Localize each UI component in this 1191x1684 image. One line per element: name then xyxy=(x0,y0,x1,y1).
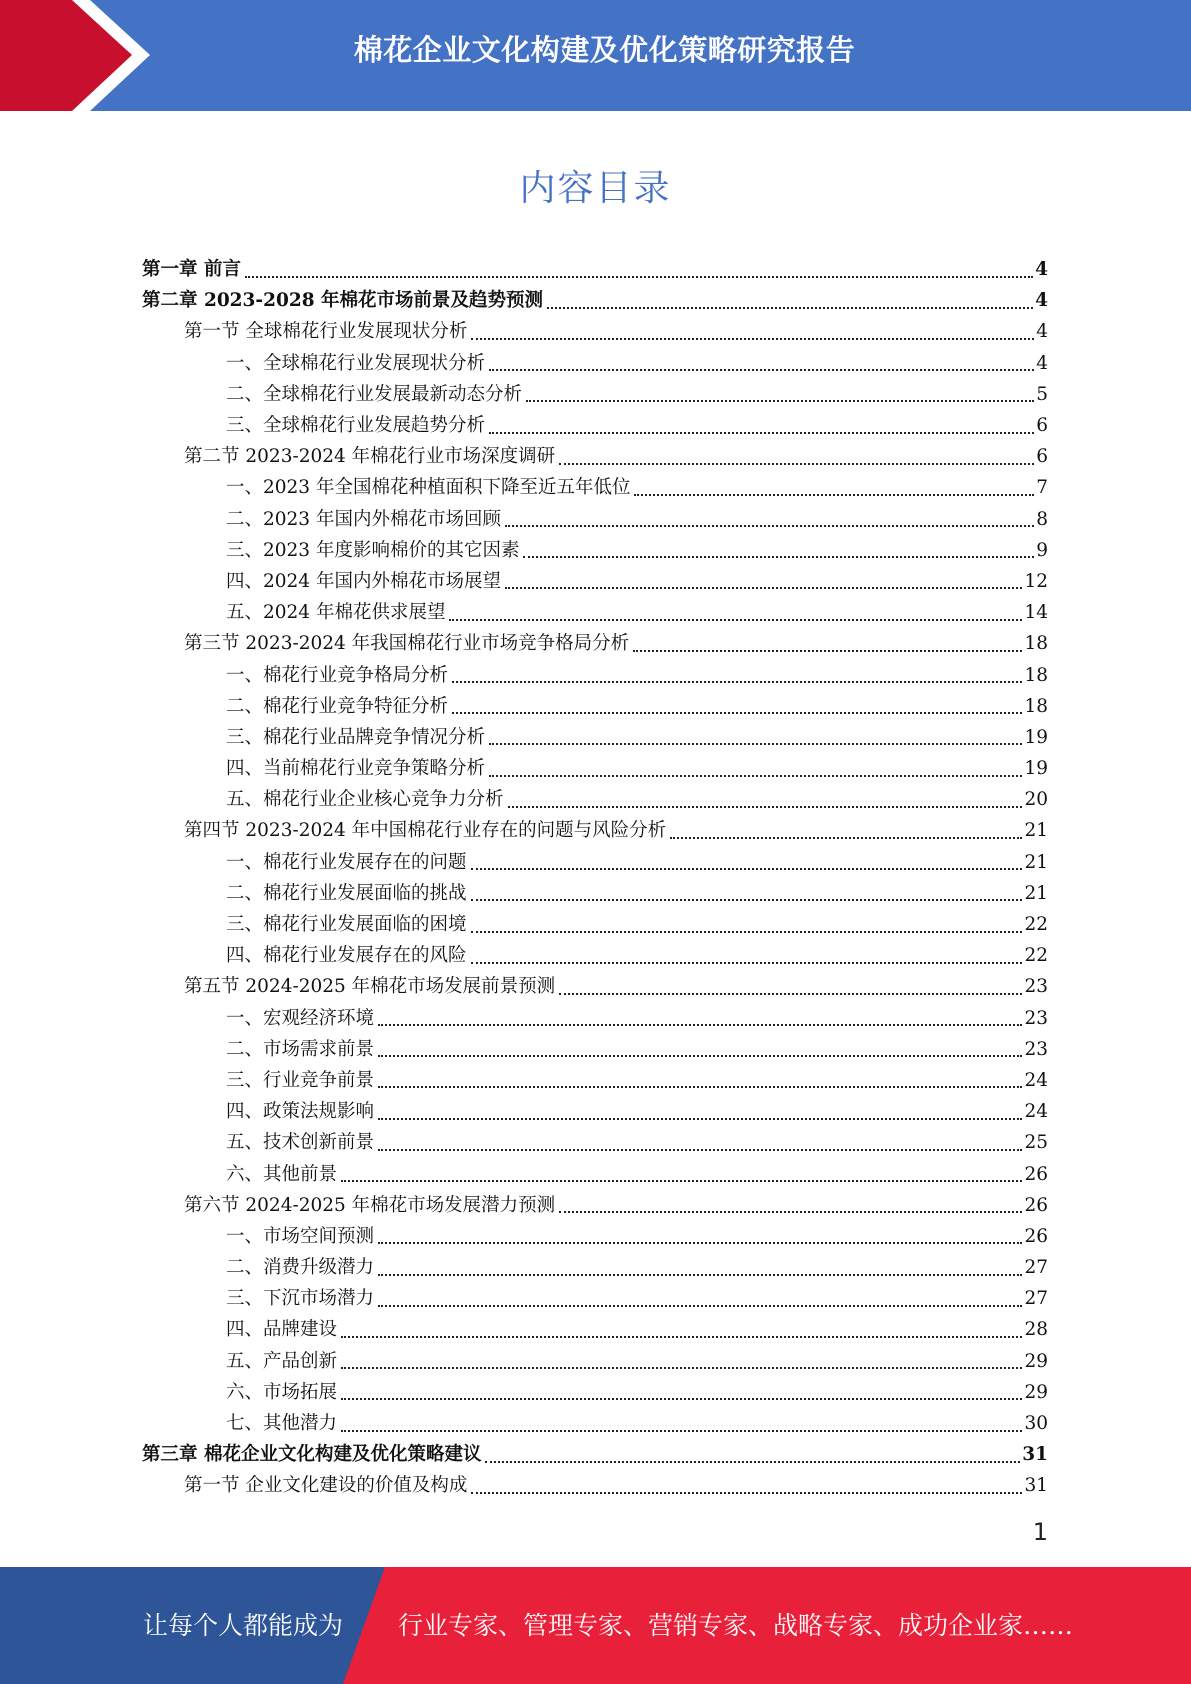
toc-entry-page: 7 xyxy=(1036,477,1048,499)
toc-entry-title: 二、棉花行业发展面临的挑战 xyxy=(226,882,467,904)
toc-entry[interactable] xyxy=(0,878,1191,909)
toc-entry-page: 21 xyxy=(1024,851,1048,873)
toc-entry[interactable] xyxy=(0,441,1191,472)
toc-entry-page: 23 xyxy=(1024,1007,1048,1029)
toc-dot-leader xyxy=(559,463,1034,465)
toc-entry-title: 第一章 前言 xyxy=(142,259,241,281)
toc-entry-page: 26 xyxy=(1024,1225,1048,1247)
toc-entry-page: 5 xyxy=(1036,383,1048,405)
toc-entry[interactable] xyxy=(0,971,1191,1002)
toc-entry-title: 四、2024 年国内外棉花市场展望 xyxy=(226,570,501,592)
toc-dot-leader xyxy=(341,1430,1022,1432)
toc-entry[interactable] xyxy=(0,254,1191,285)
toc-dot-leader xyxy=(378,1149,1022,1151)
toc-entry[interactable] xyxy=(0,1190,1191,1221)
toc-dot-leader xyxy=(378,1024,1022,1026)
toc-entry[interactable] xyxy=(0,722,1191,753)
toc-entry[interactable] xyxy=(0,348,1191,379)
toc-entry-title: 一、棉花行业发展存在的问题 xyxy=(226,851,467,873)
toc-entry-page: 27 xyxy=(1024,1257,1048,1279)
toc-entry-title: 五、技术创新前景 xyxy=(226,1132,375,1154)
toc-entry-page: 29 xyxy=(1024,1381,1048,1403)
toc-dot-leader xyxy=(341,1367,1022,1369)
toc-entry-title: 第一节 企业文化建设的价值及构成 xyxy=(184,1475,468,1497)
toc-entry-page: 4 xyxy=(1036,321,1048,343)
toc-dot-leader xyxy=(471,338,1034,340)
toc-entry[interactable] xyxy=(0,815,1191,846)
toc-entry-page: 31 xyxy=(1022,1444,1048,1466)
toc-entry[interactable] xyxy=(0,940,1191,971)
toc-entry[interactable] xyxy=(0,1408,1191,1439)
toc-entry-page: 4 xyxy=(1035,259,1048,281)
toc-entry-page: 23 xyxy=(1024,976,1048,998)
toc-dot-leader xyxy=(489,369,1034,371)
toc-dot-leader xyxy=(505,587,1022,589)
toc-dot-leader xyxy=(378,1086,1022,1088)
toc-entry-page: 22 xyxy=(1024,945,1048,967)
toc-entry-title: 第四节 2023-2024 年中国棉花行业存在的问题与风险分析 xyxy=(184,820,667,842)
toc-entry[interactable] xyxy=(0,909,1191,940)
toc-dot-leader xyxy=(523,556,1034,558)
toc-entry[interactable] xyxy=(0,628,1191,659)
toc-entry-page: 30 xyxy=(1024,1413,1048,1435)
toc-entry-title: 第二节 2023-2024 年棉花行业市场深度调研 xyxy=(184,446,556,468)
toc-entry[interactable] xyxy=(0,1065,1191,1096)
toc-entry-page: 27 xyxy=(1024,1288,1048,1310)
toc-entry-page: 21 xyxy=(1024,882,1048,904)
page-number: 1 xyxy=(1032,1518,1048,1546)
toc-entry-page: 26 xyxy=(1024,1163,1048,1185)
toc-entry-page: 8 xyxy=(1036,508,1048,530)
toc-heading: 内容目录 xyxy=(519,168,672,209)
toc-entry-title: 三、行业竞争前景 xyxy=(226,1069,375,1091)
toc-entry[interactable] xyxy=(0,504,1191,535)
toc-entry-title: 二、全球棉花行业发展最新动态分析 xyxy=(226,383,523,405)
toc-entry-page: 20 xyxy=(1024,789,1048,811)
toc-entry-page: 4 xyxy=(1036,352,1048,374)
toc-entry[interactable] xyxy=(0,1314,1191,1345)
toc-entry[interactable] xyxy=(0,847,1191,878)
toc-dot-leader xyxy=(670,837,1022,839)
toc-entry-page: 22 xyxy=(1024,914,1048,936)
toc-entry-title: 三、棉花行业品牌竞争情况分析 xyxy=(226,726,486,748)
toc-dot-leader xyxy=(559,1211,1022,1213)
toc-entry[interactable] xyxy=(0,410,1191,441)
toc-entry[interactable] xyxy=(0,472,1191,503)
toc-entry-title: 四、当前棉花行业竞争策略分析 xyxy=(226,758,486,780)
toc-entry-page: 24 xyxy=(1024,1101,1048,1123)
toc-entry-title: 二、棉花行业竞争特征分析 xyxy=(226,695,449,717)
toc-dot-leader xyxy=(489,775,1022,777)
toc-dot-leader xyxy=(471,931,1023,933)
toc-entry[interactable] xyxy=(0,1127,1191,1158)
toc-entry-title: 三、全球棉花行业发展趋势分析 xyxy=(226,415,486,437)
toc-dot-leader xyxy=(489,743,1022,745)
toc-dot-leader xyxy=(378,1305,1022,1307)
toc-entry-page: 6 xyxy=(1036,446,1048,468)
toc-entry-title: 六、其他前景 xyxy=(226,1163,338,1185)
toc-dot-leader xyxy=(452,681,1022,683)
footer-band xyxy=(0,1567,1191,1684)
toc-dot-leader xyxy=(341,1398,1022,1400)
toc-dot-leader xyxy=(341,1336,1022,1338)
toc-entry[interactable] xyxy=(0,1034,1191,1065)
toc-entry-page: 29 xyxy=(1024,1350,1048,1372)
toc-dot-leader xyxy=(378,1242,1022,1244)
toc-entry-title: 第一节 全球棉花行业发展现状分析 xyxy=(184,321,468,343)
toc-dot-leader xyxy=(505,525,1034,527)
toc-entry[interactable] xyxy=(0,659,1191,690)
toc-entry-page: 18 xyxy=(1024,695,1048,717)
toc-entry-title: 四、政策法规影响 xyxy=(226,1101,375,1123)
toc-dot-leader xyxy=(508,806,1023,808)
toc-entry-title: 三、下沉市场潜力 xyxy=(226,1288,375,1310)
toc-entry-page: 6 xyxy=(1036,415,1048,437)
toc-dot-leader xyxy=(634,494,1034,496)
toc-dot-leader xyxy=(526,400,1034,402)
toc-entry-page: 14 xyxy=(1024,602,1048,624)
toc-entry-page: 31 xyxy=(1024,1475,1048,1497)
toc-dot-leader xyxy=(547,307,1033,309)
toc-entry[interactable] xyxy=(0,1096,1191,1127)
toc-entry-title: 四、品牌建设 xyxy=(226,1319,338,1341)
toc-entry[interactable] xyxy=(0,1377,1191,1408)
toc-entry[interactable] xyxy=(0,1252,1191,1283)
toc-dot-leader xyxy=(452,712,1022,714)
toc-entry-page: 12 xyxy=(1024,570,1048,592)
toc-entry-title: 第三节 2023-2024 年我国棉花行业市场竞争格局分析 xyxy=(184,633,630,655)
toc-dot-leader xyxy=(471,899,1023,901)
toc-entry-page: 18 xyxy=(1024,633,1048,655)
toc-dot-leader xyxy=(489,432,1034,434)
toc-entry[interactable] xyxy=(0,1283,1191,1314)
toc-entry[interactable] xyxy=(0,535,1191,566)
toc-entry-page: 19 xyxy=(1024,758,1048,780)
toc-entry[interactable] xyxy=(0,1158,1191,1189)
toc-entry-title: 第三章 棉花企业文化构建及优化策略建议 xyxy=(142,1444,482,1466)
toc-entry-page: 23 xyxy=(1024,1038,1048,1060)
toc-entry-page: 4 xyxy=(1035,290,1048,312)
footer-slogan-left: 让每个人都能成为 xyxy=(143,1611,344,1640)
report-header-band xyxy=(0,0,1191,111)
toc-dot-leader xyxy=(471,1492,1022,1494)
toc-entry[interactable] xyxy=(0,1439,1191,1470)
toc-entry-page: 9 xyxy=(1036,539,1048,561)
toc-entry[interactable] xyxy=(0,1346,1191,1377)
toc-entry-title: 二、2023 年国内外棉花市场回顾 xyxy=(226,508,501,530)
toc-dot-leader xyxy=(378,1274,1022,1276)
toc-entry[interactable] xyxy=(0,597,1191,628)
toc-entry-title: 六、市场拓展 xyxy=(226,1381,338,1403)
toc-entry-title: 一、2023 年全国棉花种植面积下降至近五年低位 xyxy=(226,477,631,499)
toc-entry-title: 三、棉花行业发展面临的困境 xyxy=(226,914,467,936)
toc-entry-title: 二、消费升级潜力 xyxy=(226,1257,375,1279)
toc-entry-title: 一、棉花行业竞争格局分析 xyxy=(226,664,449,686)
toc-entry-page: 21 xyxy=(1024,820,1048,842)
toc-entry-page: 19 xyxy=(1024,726,1048,748)
toc-entry[interactable] xyxy=(0,1221,1191,1252)
toc-entry-title: 五、棉花行业企业核心竞争力分析 xyxy=(226,789,504,811)
toc-entry-title: 五、产品创新 xyxy=(226,1350,338,1372)
footer-slogan-right: 行业专家、管理专家、营销专家、战略专家、成功企业家…… xyxy=(398,1611,1074,1640)
toc-dot-leader xyxy=(449,619,1022,621)
toc-dot-leader xyxy=(471,962,1023,964)
toc-entry[interactable] xyxy=(0,379,1191,410)
toc-entry[interactable] xyxy=(0,1003,1191,1034)
toc-entry-page: 24 xyxy=(1024,1069,1048,1091)
toc-entry-title: 二、市场需求前景 xyxy=(226,1038,375,1060)
toc-entry[interactable] xyxy=(0,285,1191,316)
toc-entry[interactable] xyxy=(0,566,1191,597)
toc-dot-leader xyxy=(378,1118,1022,1120)
toc-dot-leader xyxy=(559,993,1022,995)
toc-entry-title: 七、其他潜力 xyxy=(226,1413,338,1435)
toc-entry-title: 五、2024 年棉花供求展望 xyxy=(226,602,446,624)
toc-entry-title: 一、市场空间预测 xyxy=(226,1225,375,1247)
toc-entry-title: 第五节 2024-2025 年棉花市场发展前景预测 xyxy=(184,976,556,998)
toc-entry-title: 四、棉花行业发展存在的风险 xyxy=(226,945,467,967)
toc-entry-page: 26 xyxy=(1024,1194,1048,1216)
toc-entry-title: 第六节 2024-2025 年棉花市场发展潜力预测 xyxy=(184,1194,556,1216)
report-title: 棉花企业文化构建及优化策略研究报告 xyxy=(353,33,856,67)
toc-dot-leader xyxy=(378,1055,1022,1057)
toc-entry[interactable] xyxy=(0,1470,1191,1501)
toc-entry-title: 一、宏观经济环境 xyxy=(226,1007,375,1029)
toc-dot-leader xyxy=(341,1180,1022,1182)
toc-entry[interactable] xyxy=(0,784,1191,815)
toc-entry-title: 一、全球棉花行业发展现状分析 xyxy=(226,352,486,374)
toc-entry-page: 28 xyxy=(1024,1319,1048,1341)
toc-entry-title: 第二章 2023-2028 年棉花市场前景及趋势预测 xyxy=(142,290,544,312)
toc-dot-leader xyxy=(485,1461,1020,1463)
toc-entry-page: 25 xyxy=(1024,1132,1048,1154)
toc-entry[interactable] xyxy=(0,691,1191,722)
toc-entry-title: 三、2023 年度影响棉价的其它因素 xyxy=(226,539,520,561)
table-of-contents xyxy=(0,254,1191,1502)
toc-dot-leader xyxy=(633,650,1022,652)
toc-dot-leader xyxy=(245,276,1033,278)
toc-entry[interactable] xyxy=(0,316,1191,347)
toc-dot-leader xyxy=(471,868,1023,870)
toc-entry[interactable] xyxy=(0,753,1191,784)
toc-entry-page: 18 xyxy=(1024,664,1048,686)
